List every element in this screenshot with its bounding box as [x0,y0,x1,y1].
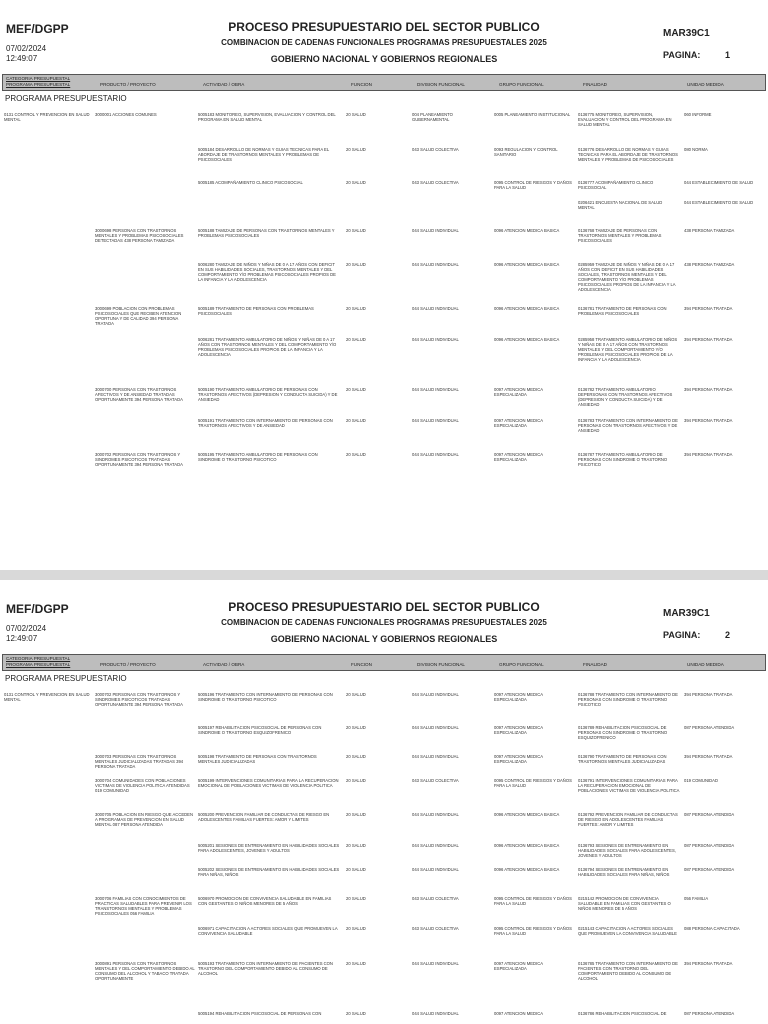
table-cell-c1: 3000702 PERSONAS CON TRASTORNOS Y SINDROMES PSICOTICOS TRATADAS OPORTUNAMENTE 394 PERSONA TRATADA [95,692,183,707]
section-label: PROGRAMA PRESUPUESTARIO [5,674,127,683]
table-cell-c6: 0136790 TRATAMIENTO DE PERSONAS CON TRASTORNOS MENTALES JUDICIALIZADAS [578,754,667,764]
table-cell-c3: 20 SALUD [346,896,366,901]
col-categoria: CATEGORIA PRESUPUESTAL [6,656,71,661]
table-cell-c2: 5005194 REHABILITACION PSICOSOCIAL DE PERSONAS CON [198,1011,322,1016]
table-cell-c3: 20 SALUD [346,926,366,931]
table-cell-c5: 0097 ATENCION MEDICA ESPECIALIZADA [494,754,543,764]
table-cell-c5: 0097 ATENCION MEDICA ESPECIALIZADA [494,725,543,735]
table-cell-c7: 394 PERSONA TRATADA [684,452,733,457]
table-cell-c6: 0136789 REHABILITACION PSICOSOCIAL DE PERSONAS CON SINDROME O TRASTORNO ESQUIZOFRENICO [578,725,668,740]
col-producto: PRODUCTO / PROYECTO [100,662,156,667]
report-subtitle: COMBINACION DE CADENAS FUNCIONALES PROGRAMAS PRESUPUESTALES 2025 [221,38,547,47]
table-cell-c1: 3000704 COMUNIDADES CON POBLACIONES VICTIMAS DE VIOLENCIA POLITICA ATENDIDAS 019 COMUNIDAD [95,778,190,793]
table-cell-c0: 0131 CONTROL Y PREVENCION EN SALUD MENTAL [4,692,90,702]
report-subtitle-2: GOBIERNO NACIONAL Y GOBIERNOS REGIONALES [270,54,498,64]
table-cell-c4: 044 SALUD INDIVIDUAL [412,754,459,759]
table-cell-c4: 043 SALUD COLECTIVA [412,896,459,901]
table-cell-c6: 0136791 INTERVENCIONES COMUNITARIAS PARA LA RECUPERACION EMOCIONAL DE POBLACIONES VICTIMAS DE VIOLENCIA POLITICA [578,778,680,793]
table-cell-c5: 0097 ATENCION MEDICA ESPECIALIZADA [494,387,543,397]
table-cell-c2: 5006971 CAPACITACION A ACTORES SOCIALES QUE PROMUEVEN LA CONVIVENCIA SALUDABLE [198,926,338,936]
col-finalidad: FINALIDAD [583,662,607,667]
table-cell-c3: 20 SALUD [346,867,366,872]
report-page-2 [0,580,768,1024]
table-cell-c2: 5005201 SESIONES DE ENTRENAMIENTO EN HABILIDADES SOCIALES PARA ADOLESCENTES, JOVENES Y ADULTOS [198,843,340,853]
table-cell-c7: 056 FAMILIA [684,896,709,901]
table-cell-c4: 044 SALUD INDIVIDUAL [412,812,459,817]
table-cell-c5: 0095 CONTROL DE RIESGOS Y DAÑOS PARA LA SALUD [494,180,572,190]
table-cell-c7: 044 ESTABLECIMIENTO DE SALUD [684,200,754,205]
table-cell-c7: 394 PERSONA TRATADA [684,306,733,311]
table-cell-c1: 3000891 PERSONAS CON TRASTORNOS MENTALES Y DEL COMPORTAMIENTO DEBIDO AL CONSUMO DEL ALCOHOL Y TABACO TRATADA OPORTUNAMENTE [95,961,195,981]
table-cell-c6: 0136785 TRATAMIENTO CON INTERNAMIENTO DE PACIENTES CON TRASTORNO DEL COMPORTAMIENTO DEBIDO AL CONSUMO DE ALCOHOL [578,961,678,981]
report-date: 07/02/2024 [6,624,47,633]
col-actividad: ACTIVIDAD / OBRA [203,82,245,87]
table-cell-c2: 5005202 SESIONES DE ENTRENAMIENTO EN HABILIDADES SOCIALES PARA NIÑAS, NIÑOS [198,867,340,877]
table-cell-c4: 044 SALUD INDIVIDUAL [412,387,459,392]
table-cell-c1: 3000705 POBLACION EN RIESGO QUE ACCEDEN A PROGRAMAS DE PREVENCION EN SALUD MENTAL 087 PERSONA ATENDIDA [95,812,193,827]
col-categoria: CATEGORIA PRESUPUESTAL [6,76,71,81]
table-cell-c3: 20 SALUD [346,778,366,783]
table-cell-c5: 0096 ATENCION MEDICA BASICA [494,843,560,848]
col-funcion: FUNCION [351,662,372,667]
table-cell-c3: 20 SALUD [346,961,366,966]
table-cell-c4: 044 SALUD INDIVIDUAL [412,306,459,311]
table-cell-c4: 043 SALUD COLECTIVA [412,778,459,783]
org-name: MEF/DGPP [6,22,69,36]
table-cell-c6: 0136783 TRATAMIENTO CON INTERNAMIENTO DE PERSONAS CON TRASTORNOS AFECTIVOS Y DE ANSIEDAD [578,418,678,433]
table-cell-c3: 20 SALUD [346,754,366,759]
table-cell-c6: 0285959 TAMIZAJE DE NIÑOS Y NIÑAS DE 0 A 17 AÑOS CON DEFICIT EN SUS HABILIDADES SOCIALES, TRASTORNOS MENTALES Y DEL COMPORTAMIENTO Y/O PROBLEMAS PSICOSOCIALES PROPIOS DE LA INFANCIA Y LA ADOLESCENCIA [578,262,676,292]
table-cell-c1: 3000703 PERSONAS CON TRASTORNOS MENTALES JUDICIALIZADAS TRATADAS 394 PERSONA TRATADA [95,754,184,769]
table-cell-c2: 5005188 TAMIZAJE DE PERSONAS CON TRASTORNOS MENTALES Y PROBLEMAS PSICOSOCIALES [198,228,335,238]
report-title: PROCESO PRESUPUESTARIO DEL SECTOR PUBLICO [228,600,540,614]
table-cell-c3: 20 SALUD [346,306,366,311]
table-cell-c7: 087 PERSONA ATENDIDA [684,812,735,817]
table-cell-c7: 060 INFORME [684,112,712,117]
table-cell-c3: 20 SALUD [346,180,366,185]
table-cell-c7: 019 COMUNIDAD [684,778,718,783]
table-cell-c3: 20 SALUD [346,262,366,267]
table-cell-c2: 5005189 TRATAMIENTO DE PERSONAS CON PROBLEMAS PSICOSOCIALES [198,306,314,316]
report-time: 12:49:07 [6,54,38,63]
table-cell-c7: 438 PERSONA TAMIZADA [684,228,735,233]
table-cell-c4: 044 SALUD INDIVIDUAL [412,452,459,457]
table-cell-c1: 3000698 PERSONAS CON TRASTORNOS MENTALES Y PROBLEMAS PSICOSOCIALES DETECTADAS 438 PERSONA TAMIZADA [95,228,184,243]
table-cell-c7: 080 NORMA [684,147,708,152]
table-cell-c3: 20 SALUD [346,843,366,848]
report-subtitle-2: GOBIERNO NACIONAL Y GOBIERNOS REGIONALES [270,634,498,644]
table-cell-c4: 044 SALUD INDIVIDUAL [412,262,459,267]
table-cell-c4: 044 SALUD INDIVIDUAL [412,692,459,697]
report-header [0,0,768,80]
table-cell-c5: 0096 ATENCION MEDICA BASICA [494,867,560,872]
table-cell-c7: 087 PERSONA ATENDIDA [684,1011,735,1016]
table-cell-c3: 20 SALUD [346,387,366,392]
table-cell-c3: 20 SALUD [346,418,366,423]
table-cell-c6: 0136775 MONITOREO, SUPERVISION, EVALUACION Y CONTROL DEL PROGRAMA EN SALUD MENTAL [578,112,672,127]
table-cell-c4: 043 SALUD COLECTIVA [412,180,459,185]
table-cell-c4: 044 SALUD INDIVIDUAL [412,1011,459,1016]
table-cell-c6: 0136792 PREVENCION FAMILIAR DE CONDUCTAS DE RIESGO EN ADOLESCENTES FAMILIAS FUERTES: AMOR Y LIMITES [578,812,678,827]
col-unidad: UNIDAD MEDIDA [687,662,724,667]
table-cell-c5: 0096 ATENCION MEDICA BASICA [494,306,560,311]
table-cell-c6: 0136777 ACOMPAÑAMIENTO CLINICO PSICOSOCIAL [578,180,654,190]
table-cell-c2: 5005183 MONITOREO, SUPERVISION, EVALUACION Y CONTROL DEL PROGRAMA EN SALUD MENTAL [198,112,336,122]
table-cell-c6: 0215143 CAPACITACION A ACTORES SOCIALES QUE PROMUEVEN LA CONVIVENCIA SALUDABLE [578,926,677,936]
table-cell-c3: 20 SALUD [346,725,366,730]
report-code: MAR39C1 [663,608,710,619]
table-cell-c6: 0136776 DESARROLLO DE NORMAS Y GUIAS TECNICAS PARA EL ABORDAJE DE TRASTORNOS MENTALES Y PROBLEMAS DE PSICOSOCIALES [578,147,678,162]
table-cell-c2: 5005195 TRATAMIENTO AMBULATORIO DE PERSONAS CON SINDROME O TRASTORNO PSICOTICO [198,452,318,462]
table-cell-c1: 3000706 FAMILIAS CON CONOCIMIENTOS DE PRACTICAS SALUDABLES PARA PREVENIR LOS TRANSTORNOS MENTALES Y PROBLEMAS PSICOSOCIALES 056 FAMILIA [95,896,192,916]
report-title: PROCESO PRESUPUESTARIO DEL SECTOR PUBLICO [228,20,540,34]
col-finalidad: FINALIDAD [583,82,607,87]
table-cell-c4: 044 SALUD INDIVIDUAL [412,418,459,423]
col-funcion: FUNCION [351,82,372,87]
table-cell-c5: 0005 PLANEAMIENTO INSTITUCIONAL [494,112,571,117]
table-cell-c4: 044 SALUD INDIVIDUAL [412,843,459,848]
table-cell-c2: 5005199 INTERVENCIONES COMUNITARIAS PARA LA RECUPERACION EMOCIONAL DE POBLACIONES VICTIMAS DE VIOLENCIA POLITICA [198,778,339,788]
table-cell-c4: 044 SALUD INDIVIDUAL [412,961,459,966]
table-cell-c2: 5005184 DESARROLLO DE NORMAS Y GUIAS TECNICAS PARA EL ABORDAJE DE TRASTORNOS MENTALES Y PROBLEMAS DE PSICOSOCIALES [198,147,330,162]
report-code: MAR39C1 [663,28,710,39]
table-cell-c0: 0131 CONTROL Y PREVENCION EN SALUD MENTAL [4,112,90,122]
table-cell-c4: 044 SALUD INDIVIDUAL [412,337,459,342]
table-cell-c2: 5005200 PREVENCION FAMILIAR DE CONDUCTAS DE RIESGO EN ADOLESCENTES FAMILIAS FUERTES: AMOR Y LIMITES [198,812,330,822]
table-cell-c3: 20 SALUD [346,692,366,697]
table-cell-c4: 043 SALUD COLECTIVA [412,147,459,152]
table-cell-c3: 20 SALUD [346,147,366,152]
table-cell-c5: 0095 CONTROL DE RIESGOS Y DAÑOS PARA LA SALUD [494,778,572,788]
table-cell-c7: 087 PERSONA ATENDIDA [684,843,735,848]
table-cell-c7: 394 PERSONA TRATADA [684,337,733,342]
table-cell-c7: 394 PERSONA TRATADA [684,754,733,759]
section-label: PROGRAMA PRESUPUESTARIO [5,94,127,103]
table-cell-c7: 087 PERSONA ATENDIDA [684,867,735,872]
table-cell-c7: 394 PERSONA TRATADA [684,418,733,423]
table-cell-c2: 5006970 PROMOCION DE CONVIVENCIA SALUDABLE EN FAMILIAS CON GESTANTES O NIÑOS MENORES DE 5 AÑOS [198,896,332,906]
table-cell-c2: 5005185 ACOMPAÑAMIENTO CLINICO PSICOSOCIAL [198,180,303,185]
table-cell-c7: 088 PERSONA CAPACITADA [684,926,740,931]
table-cell-c5: 0097 ATENCION MEDICA ESPECIALIZADA [494,452,543,462]
col-grupo: GRUPO FUNCIONAL [499,662,544,667]
table-cell-c6: 0136782 TRATAMIENTO AMBULATORIO DEPERSONAS CON TRASTORNOS AFECTIVOS (DEPRESION Y CONDUCTA SUICIDA) Y DE ANSIEDAD [578,387,673,407]
table-cell-c6: 0206421 ENCUESTA NACIONAL DE SALUD MENTAL [578,200,663,210]
table-cell-c4: 044 SALUD INDIVIDUAL [412,228,459,233]
table-cell-c6: 0136781 TRATAMIENTO DE PERSONAS CON PROBLEMAS PSICOSOCIALES [578,306,667,316]
table-cell-c7: 438 PERSONA TAMIZADA [684,262,735,267]
table-cell-c6: 0285958 TRATAMIENTO AMBULATORIO DE NIÑOS Y NIÑAS DE 0 A 17 AÑOS CON TRASTORNOS MENTALES Y DEL COMPORTAMIENTO Y/O PROBLEMAS PSICOSOCIALES PROPIOS DE LA INFANCIA Y LA ADOLESCENCIA [578,337,678,362]
table-cell-c1: 3000001 ACCIONES COMUNES [95,112,157,117]
table-cell-c2: 5005193 TRATAMIENTO CON INTERNAMIENTO DE PACIENTES CON TRASTORNO DEL COMPORTAMIENTO DEBIDO AL CONSUMO DE ALCOHOL [198,961,333,976]
table-cell-c2: 5005196 TRATAMIENTO CON INTERNAMIENTO DE PERSONAS CON SINDROME O TRASTORNO PSICOTICO [198,692,333,702]
table-cell-c2: 5005191 TRATAMIENTO CON INTERNAMIENTO DE PERSONAS CON TRASTORNOS AFECTIVOS Y DE ANSIEDAD [198,418,333,428]
table-cell-c5: 0096 ATENCION MEDICA BASICA [494,812,560,817]
page-number: 1 [725,50,731,60]
col-actividad: ACTIVIDAD / OBRA [203,662,245,667]
col-programa: PROGRAMA PRESUPUESTAL [6,662,71,667]
table-cell-c7: 044 ESTABLECIMIENTO DE SALUD [684,180,754,185]
page-number: 2 [725,630,731,640]
col-programa: PROGRAMA PRESUPUESTAL [6,82,71,87]
table-cell-c6: 0136793 SESIONES DE ENTRENAMIENTO EN HABILIDADES SOCIALES PARA ADOLESCENTES, JOVENES Y ADULTOS [578,843,676,858]
table-cell-c3: 20 SALUD [346,337,366,342]
col-producto: PRODUCTO / PROYECTO [100,82,156,87]
column-header-bar [2,74,766,91]
table-cell-c4: 044 SALUD INDIVIDUAL [412,725,459,730]
table-cell-c6: 0215142 PROMOCION DE CONVIVENCIA SALUDABLE EN FAMILIAS CON GESTANTES O NIÑOS MENORES DE 5 AÑOS [578,896,671,911]
col-unidad: UNIDAD MEDIDA [687,82,724,87]
table-cell-c2: 5005190 TRATAMIENTO AMBULATORIO DE PERSONAS CON TRASTORNOS AFECTIVOS (DEPRESION Y CONDUCTA SUICIDA) Y DE ANSIEDAD [198,387,338,402]
table-cell-c7: 394 PERSONA TRATADA [684,961,733,966]
page-label: PAGINA: [663,630,701,640]
col-division: DIVISION FUNCIONAL [417,662,465,667]
table-cell-c6: 0136794 SESIONES DE ENTRENAMIENTO EN HABILIDADES SOCIALES PARA NIÑAS, NIÑOS [578,867,670,877]
table-cell-c5: 0096 ATENCION MEDICA BASICA [494,228,560,233]
table-cell-c6: 0136787 TRATAMIENTO AMBULATORIO DE PERSONAS CON SINDROME O TRASTORNO PSICOTICO [578,452,668,467]
report-header [0,580,768,660]
table-cell-c1: 3000700 PERSONAS CON TRASTORNOS AFECTIVOS Y DE ANSIEDAD TRATADAS OPORTUNAMENTE 394 PERSONA TRATADA [95,387,183,402]
table-cell-c3: 20 SALUD [346,112,366,117]
table-cell-c1: 3000702 PERSONAS CON TRASTORNOS Y SINDROMES PSICOTICOS TRATADAS OPORTUNAMENTE 394 PERSONA TRATADA [95,452,183,467]
table-cell-c5: 0097 ATENCION MEDICA ESPECIALIZADA [494,961,543,971]
table-cell-c3: 20 SALUD [346,452,366,457]
table-cell-c5: 0096 ATENCION MEDICA BASICA [494,262,560,267]
table-cell-c5: 0093 REGULACION Y CONTROL SANITARIO [494,147,558,157]
org-name: MEF/DGPP [6,602,69,616]
table-cell-c5: 0096 ATENCION MEDICA BASICA [494,337,560,342]
table-cell-c7: 087 PERSONA ATENDIDA [684,725,735,730]
column-header-bar [2,654,766,671]
table-cell-c6: 0136768 TAMIZAJE DE PERSONAS CON TRASTORNOS MENTALES Y PROBLEMAS PSICOSOCIALES [578,228,662,243]
col-division: DIVISION FUNCIONAL [417,82,465,87]
table-cell-c4: 044 SALUD INDIVIDUAL [412,867,459,872]
table-cell-c5: 0095 CONTROL DE RIESGOS Y DAÑOS PARA LA SALUD [494,896,572,906]
table-cell-c7: 394 PERSONA TRATADA [684,387,733,392]
table-cell-c6: 0136788 TRATAMIENTO CON INTERNAMIENTO DE PERSONAS CON SINDROME O TRASTORNO PSICOTICO [578,692,678,707]
table-cell-c3: 20 SALUD [346,228,366,233]
table-cell-c5: 0097 ATENCION MEDICA [494,1011,544,1016]
table-cell-c4: 004 PLANEAMIENTO GUBERNAMENTAL [412,112,453,122]
table-cell-c4: 043 SALUD COLECTIVA [412,926,459,931]
table-cell-c2: 5006281 TRATAMIENTO AMBULATORIO DE NIÑOS Y NIÑAS DE 0 A 17 AÑOS CON TRASTORNOS MENTALES Y DEL COMPORTAMIENTO Y/O PROBLEMAS PSICOSOCIALES PROPIOS DE LA INFANCIA Y LA ADOLESCENCIA [198,337,337,357]
table-cell-c5: 0097 ATENCION MEDICA ESPECIALIZADA [494,692,543,702]
table-cell-c6: 0136786 REHABILITACION PSICOSOCIAL DE [578,1011,667,1016]
table-cell-c7: 394 PERSONA TRATADA [684,692,733,697]
page-separator [0,570,768,580]
table-cell-c1: 3000699 POBLACION CON PROBLEMAS PSICOSOCIALES QUE RECIBEN ATENCION OPORTUNA Y DE CALIDAD 394 PERSONA TRATADA [95,306,182,326]
report-date: 07/02/2024 [6,44,47,53]
col-grupo: GRUPO FUNCIONAL [499,82,544,87]
table-cell-c2: 5006280 TAMIZAJE DE NIÑOS Y NIÑAS DE 0 A 17 AÑOS CON DEFICIT EN SUS HABILIDADES SOCIALES, TRASTORNOS MENTALES Y DEL COMPORTAMIENTO Y/O PROBLEMAS PSICOSOCIALES PROPIOS DE LA INFANCIA Y LA ADOLESCENCIA [198,262,336,282]
table-cell-c5: 0097 ATENCION MEDICA ESPECIALIZADA [494,418,543,428]
table-cell-c5: 0095 CONTROL DE RIESGOS Y DAÑOS PARA LA SALUD [494,926,572,936]
report-subtitle: COMBINACION DE CADENAS FUNCIONALES PROGRAMAS PRESUPUESTALES 2025 [221,618,547,627]
table-cell-c2: 5005197 REHABILITACION PSICOSOCIAL DE PERSONAS CON SINDROME O TRASTORNO ESQUIZOFRENICO [198,725,322,735]
table-cell-c3: 20 SALUD [346,1011,366,1016]
table-cell-c3: 20 SALUD [346,812,366,817]
report-time: 12:49:07 [6,634,38,643]
table-cell-c2: 5005198 TRATAMIENTO DE PERSONAS CON TRASTORNOS MENTALES JUDICIALIZADAS [198,754,317,764]
page-label: PAGINA: [663,50,701,60]
